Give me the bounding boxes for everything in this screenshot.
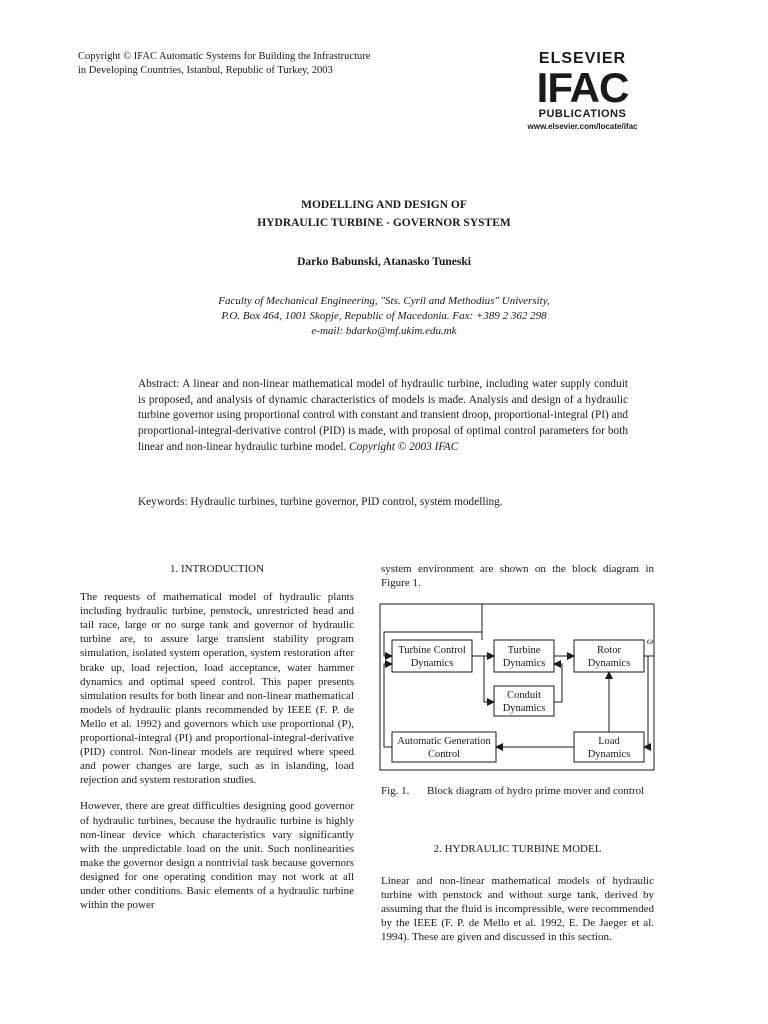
omega-to-load-line — [644, 656, 648, 747]
figure-caption-text: Block diagram of hydro prime mover and control — [427, 785, 645, 797]
to-conduit-line — [484, 656, 494, 702]
block-diagram-svg — [378, 602, 656, 772]
conduit-label-2: Dynamics — [502, 703, 546, 714]
affiliation-email: e-mail: bdarko@mf.ukim.edu.mk — [311, 325, 457, 337]
conduit-label-1: Conduit — [507, 690, 541, 701]
affiliation-line-2: P.O. Box 464, 1001 Skopje, Republic of Macedonia. Fax: +389 2 362 298 — [221, 310, 547, 322]
abstract-copyright: Copyright © 2003 IFAC — [349, 440, 459, 453]
rotor-label-2: Dynamics — [587, 658, 631, 669]
title-line-2: HYDRAULIC TURBINE - GOVERNOR SYSTEM — [257, 217, 511, 229]
authors: Darko Babunski, Atanasko Tuneski — [297, 256, 471, 268]
load-label-2: Dynamics — [587, 749, 631, 760]
conduit-feedback-line — [554, 664, 562, 702]
paper-title — [0, 196, 768, 232]
copyright-line-1: Copyright © IFAC Automatic Systems for Building the Infrastructure — [78, 51, 371, 62]
agc-label-1: Automatic Generation — [397, 736, 491, 747]
logo-ifac: IFAC — [536, 64, 629, 111]
section-2-paragraph-1: Linear and non-linear mathematical models of hydraulic turbine with penstock and without surge tank, derived by assuming that the fluid is incompressible, were recommended by the IEEE (F. P. de Mello et al. 1992, E. De Jaeger et al. 1994). These are given and discussed in this section. — [381, 875, 654, 944]
right-column-intro — [381, 562, 654, 590]
affiliation — [0, 294, 768, 339]
turbine-control-label-1: Turbine Control — [398, 645, 466, 656]
turbine-label-1: Turbine — [507, 645, 541, 656]
logo-elsevier: ELSEVIER — [538, 50, 627, 67]
agc-label-2: Control — [427, 749, 461, 760]
section-2-heading: 2. HYDRAULIC TURBINE MODEL — [433, 843, 602, 855]
figure-label: Fig. 1. — [381, 785, 410, 797]
title-line-1: MODELLING AND DESIGN OF — [301, 199, 467, 211]
block-diagram — [378, 602, 656, 772]
logo-url: www.elsevier.com/locate/ifac — [527, 122, 638, 131]
intro-paragraph-2: However, there are great difficulties designing good governor of hydraulic turbines, because the hydraulic turbine is highly non-linear device which characteristics vary significantly with the unpredictable load on the unit. Such nonlinearities make the governor design a nontrivial task because governors designed for one operating condition may not work at all under other conditions. Basic elements of a hydraulic turbine within the power — [80, 800, 354, 912]
intro-paragraph-1: The requests of mathematical model of hydraulic plants including hydraulic turbine, penstock, unrestricted head and tail race, large or no surge tank and governor of hydraulic turbine are, to assure large transient stability program simulation, isolated system operation, system restoration after brake up, load rejection, load acceptance, water hammer dynamics and optimal speed control. This paper presents simulation results for both linear and non-linear mathematical models of hydraulic plants recommended by IEEE (F. P. de Mello et al. 1992) and governors which use proportional (P), proportional-integral (PI) and proportional-integral-derivative (PID) control. Non-linear models are required where speed and power changes are large, such as in islanding, load rejection and system restoration studies. — [80, 591, 354, 787]
affiliation-line-1: Faculty of Mechanical Engineering, "Sts. Cyril and Methodius" University, — [218, 295, 550, 307]
rotor-label-1: Rotor — [597, 645, 621, 656]
agc-to-tc-arrow — [384, 664, 392, 747]
turbine-label-2: Dynamics — [502, 658, 546, 669]
copyright-line-2: in Developing Countries, Istanbul, Republic of Turkey, 2003 — [78, 65, 333, 76]
figure-caption — [381, 784, 654, 799]
turbine-control-label-2: Dynamics — [410, 658, 454, 669]
keywords: Keywords: Hydraulic turbines, turbine governor, PID control, system modelling. — [138, 496, 503, 508]
intro-heading: 1. INTRODUCTION — [169, 563, 265, 575]
abstract-text: Abstract: A linear and non-linear mathematical model of hydraulic turbine, including water supply conduit is proposed, and analysis of dynamic characteristics of models is made. Analysis and design of a hydraulic turbine governor using proportional control with constant and transient droop, proportional-integral (PI) and proportional-integral-derivative control (PID) is made, with proposal of optimal control parameters for both linear and non-linear hydraulic turbine model. — [138, 378, 628, 453]
abstract — [138, 377, 628, 456]
load-label-1: Load — [598, 736, 620, 747]
elsevier-ifac-logo — [520, 50, 645, 132]
left-column — [80, 562, 354, 912]
section-2-text — [381, 874, 654, 944]
intro-paragraph-3: system environment are shown on the block diagram in Figure 1. — [381, 563, 654, 590]
copyright-notice — [78, 50, 418, 78]
logo-publications: PUBLICATIONS — [538, 108, 627, 120]
omega-label: ω — [646, 636, 654, 646]
